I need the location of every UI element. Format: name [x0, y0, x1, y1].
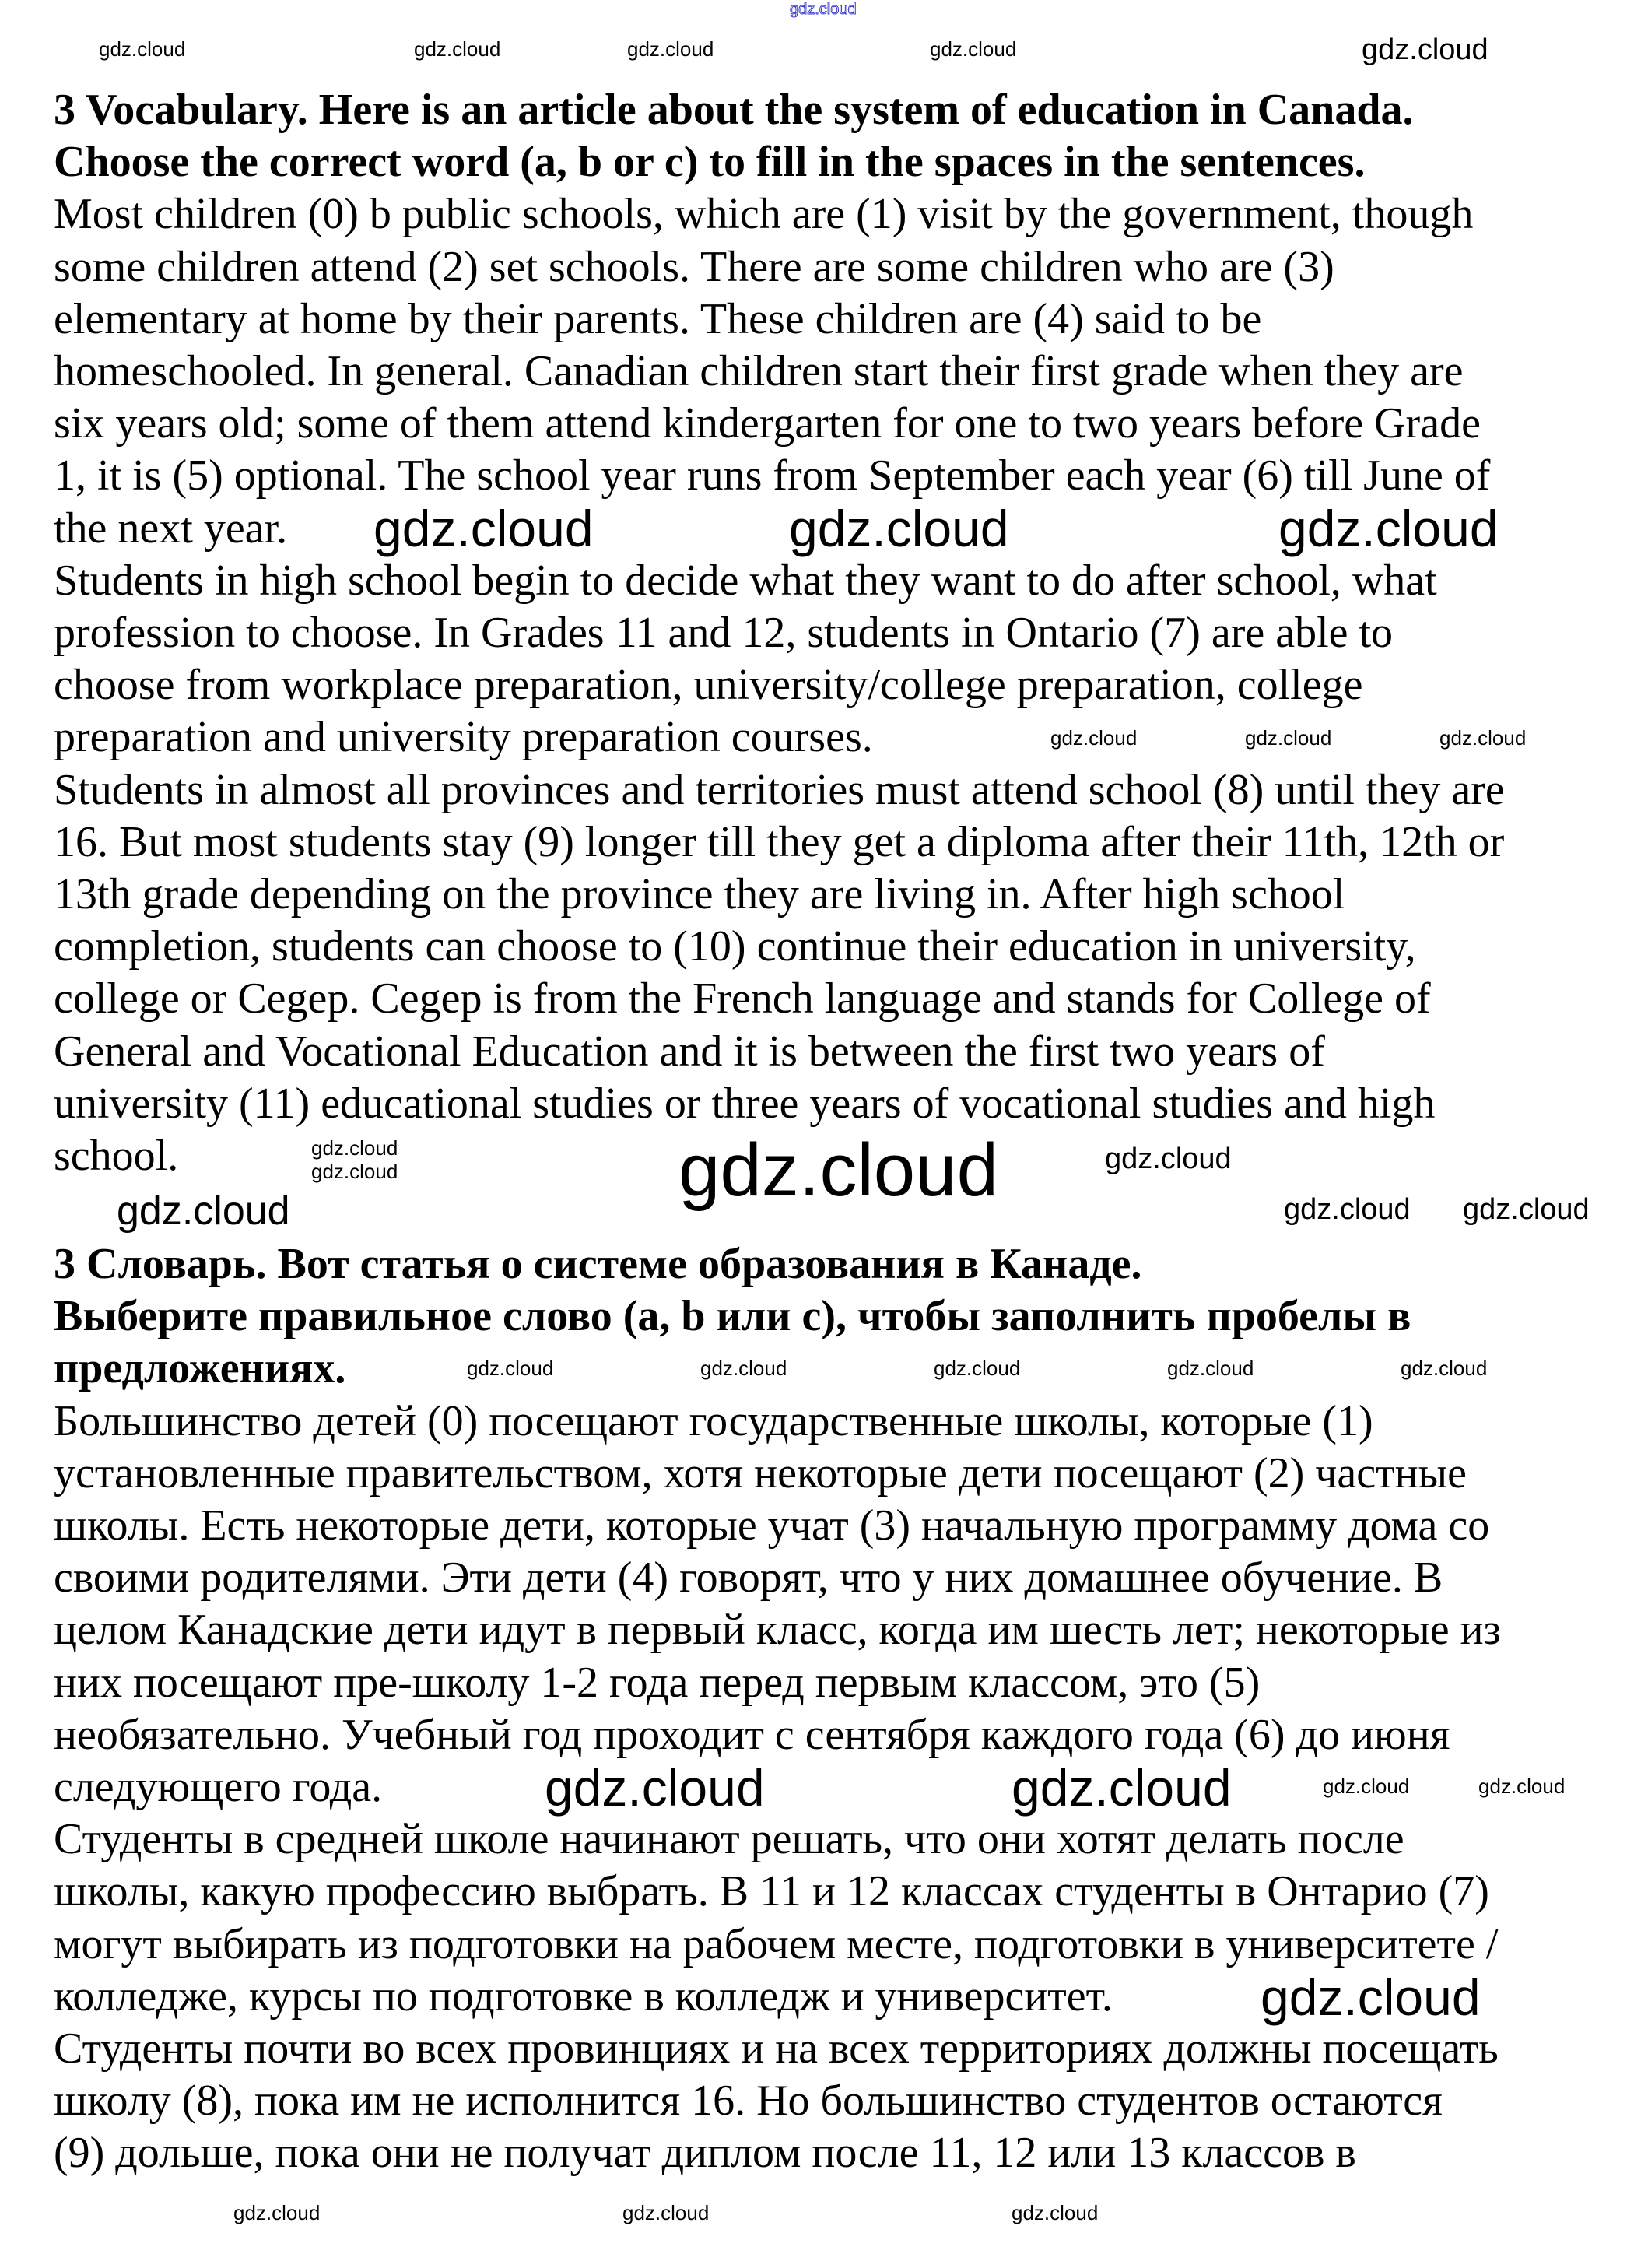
text-line: школы, какую профессию выбрать. В 11 и 12 классах студенты в Онтарио (7): [54, 1867, 1489, 1916]
watermark: gdz.cloud: [1167, 1357, 1254, 1380]
text-line: the next year.: [54, 504, 288, 553]
translation-heading: 3 Словарь. Вот статья о системе образования в Канаде.: [54, 1240, 1142, 1288]
watermark: gdz.cloud: [678, 1129, 998, 1212]
watermark: gdz.cloud: [934, 1357, 1021, 1380]
text-line: колледже, курсы по подготовке в колледж и университет.: [54, 1971, 1113, 2020]
text-line: них посещают пре-школу 1-2 года перед первым классом, это (5): [54, 1658, 1261, 1707]
watermark: gdz.cloud: [789, 500, 1009, 557]
text-line: college or Cegep. Cegep is from the French language and stands for College of: [54, 974, 1431, 1023]
text-line: школу (8), пока им не исполнится 16. Но большинство студентов остаются: [54, 2077, 1443, 2126]
text-line: university (11) educational studies or three years of vocational studies and high: [54, 1079, 1436, 1128]
watermark: gdz.cloud: [1278, 500, 1499, 557]
watermark: gdz.cloud: [790, 1, 857, 18]
watermark: gdz.cloud: [311, 1160, 398, 1183]
text-line: Students in almost all provinces and territories must attend school (8) until they are: [54, 765, 1505, 814]
translation-heading: предложениях.: [54, 1344, 346, 1393]
watermark: gdz.cloud: [930, 37, 1017, 61]
text-line: Студенты в средней школе начинают решать, что они хотят делать после: [54, 1815, 1404, 1864]
text-line: школы. Есть некоторые дети, которые учат (3) начальную программу дома со: [54, 1501, 1490, 1550]
watermark: gdz.cloud: [311, 1136, 398, 1160]
text-line: homeschooled. In general. Canadian children start their first grade when they are: [54, 347, 1464, 395]
text-line: Студенты почти во всех провинциях и на всех территориях должны посещать: [54, 2024, 1499, 2073]
watermark: gdz.cloud: [99, 37, 186, 61]
text-line: General and Vocational Education and it is between the first two years of: [54, 1027, 1325, 1076]
text-line: следующего года.: [54, 1763, 383, 1811]
text-line: (9) дольше, пока они не получат диплом после 11, 12 или 13 классов в: [54, 2129, 1356, 2178]
watermark: gdz.cloud: [1284, 1193, 1411, 1226]
translation-heading: Выберите правильное слово (a, b или c), чтобы заполнить пробелы в: [54, 1292, 1411, 1341]
watermark: gdz.cloud: [1323, 1775, 1410, 1798]
text-line: 16. But most students stay (9) longer till they get a diploma after their 11th, 12th or: [54, 817, 1505, 866]
watermark: gdz.cloud: [467, 1357, 554, 1380]
watermark: gdz.cloud: [373, 500, 594, 557]
watermark: gdz.cloud: [1439, 726, 1527, 750]
text-line: Students in high school begin to decide what they want to do after school, what: [54, 556, 1437, 605]
text-line: 13th grade depending on the province they are living in. After high school: [54, 870, 1345, 918]
watermark: gdz.cloud: [117, 1188, 290, 1234]
watermark: gdz.cloud: [627, 37, 714, 61]
watermark: gdz.cloud: [1362, 33, 1488, 66]
text-line: some children attend (2) set schools. There are some children who are (3): [54, 242, 1334, 291]
text-line: установленные правительством, хотя некоторые дети посещают (2) частные: [54, 1448, 1467, 1497]
text-line: целом Канадские дети идут в первый класс, когда им шесть лет; некоторые из: [54, 1606, 1501, 1655]
text-line: completion, students can choose to (10) continue their education in university,: [54, 922, 1416, 971]
watermark: gdz.cloud: [1478, 1775, 1566, 1798]
text-line: могут выбирать из подготовки на рабочем месте, подготовки в университете /: [54, 1919, 1499, 1968]
watermark: gdz.cloud: [700, 1357, 787, 1380]
text-line: six years old; some of them attend kindergarten for one to two years before Grade: [54, 399, 1481, 448]
text-line: school.: [54, 1132, 179, 1180]
watermark: gdz.cloud: [545, 1759, 765, 1817]
text-line: profession to choose. In Grades 11 and 12, students in Ontario (7) are able to: [54, 609, 1394, 657]
text-line: необязательно. Учебный год проходит с сентября каждого года (6) до июня: [54, 1710, 1450, 1759]
text-line: своими родителями. Эти дети (4) говорят, что у них домашнее обучение. В: [54, 1554, 1443, 1603]
watermark: gdz.cloud: [622, 2201, 710, 2224]
watermark: gdz.cloud: [414, 37, 501, 61]
watermark: gdz.cloud: [1261, 1968, 1481, 2026]
text-line: 1, it is (5) optional. The school year runs from September each year (6) till June of: [54, 451, 1491, 500]
watermark: gdz.cloud: [1012, 1759, 1232, 1817]
text-line: preparation and university preparation courses.: [54, 713, 873, 762]
text-line: choose from workplace preparation, university/college preparation, college: [54, 661, 1363, 710]
exercise-heading: Choose the correct word (a, b or c) to fill in the spaces in the sentences.: [54, 138, 1366, 187]
watermark: gdz.cloud: [1401, 1357, 1488, 1380]
watermark: gdz.cloud: [1105, 1143, 1232, 1175]
text-line: elementary at home by their parents. These children are (4) said to be: [54, 294, 1262, 343]
watermark: gdz.cloud: [1012, 2201, 1099, 2224]
exercise-heading: 3 Vocabulary. Here is an article about the system of education in Canada.: [54, 86, 1414, 134]
watermark: gdz.cloud: [1463, 1193, 1590, 1226]
text-line: Большинство детей (0) посещают государственные школы, которые (1): [54, 1396, 1373, 1445]
watermark: gdz.cloud: [1050, 726, 1138, 750]
text-line: Most children (0) b public schools, which are (1) visit by the government, though: [54, 190, 1474, 239]
watermark: gdz.cloud: [1245, 726, 1332, 750]
watermark: gdz.cloud: [233, 2201, 321, 2224]
